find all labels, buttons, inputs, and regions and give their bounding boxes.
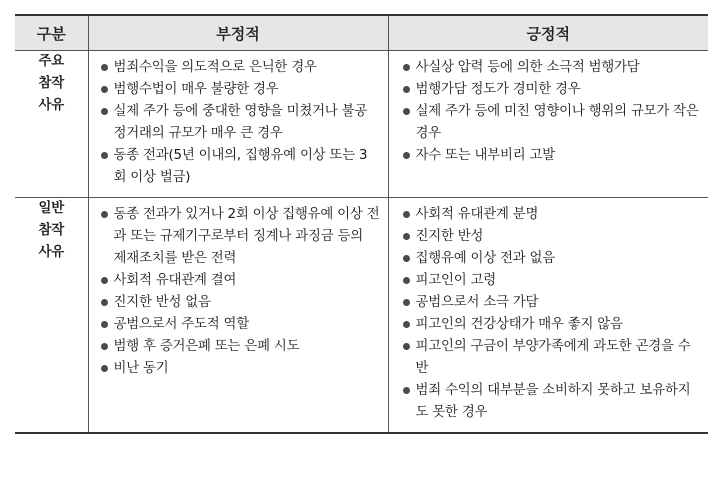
list-item: 공범으로서 소극 가담 [403,292,701,314]
list-item: 동종 전과(5년 이내의, 집행유예 이상 또는 3회 이상 벌금) [101,145,380,189]
row-label-line: 일반 [38,201,64,216]
general-negative-cell [88,198,388,434]
list-item: 피고인의 건강상태가 매우 좋지 않음 [403,314,701,336]
general-positive-cell [388,198,708,434]
list-item: 범행수법이 매우 불량한 경우 [101,79,380,101]
list-item: 범죄 수익의 대부분을 소비하지 못하고 보유하지도 못한 경우 [403,380,701,424]
table-row-general-factors [15,198,708,434]
row-label-major [15,51,88,198]
major-positive-cell [388,51,708,198]
row-label-line: 참작 [38,76,64,91]
list-item: 사회적 유대관계 분명 [403,204,701,226]
header-category: 구분 [15,15,88,51]
list-item: 피고인의 구금이 부양가족에게 과도한 곤경을 수반 [403,336,701,380]
list-item: 자수 또는 내부비리 고발 [403,145,701,167]
list-item: 진지한 반성 없음 [101,292,380,314]
row-label-line: 사유 [38,98,64,113]
major-negative-cell [88,51,388,198]
list-item: 비난 동기 [101,358,380,380]
list-item: 진지한 반성 [403,226,701,248]
table-row-major-factors [15,51,708,198]
list-item: 실제 주가 등에 미친 영향이나 행위의 규모가 작은 경우 [403,101,701,145]
list-item: 범행 후 증거은폐 또는 은폐 시도 [101,336,380,358]
sentencing-factors-table [15,14,708,434]
table-header-row [15,15,708,51]
list-item: 피고인이 고령 [403,270,701,292]
row-label-line: 주요 [38,54,64,69]
header-positive: 긍정적 [388,15,708,51]
list-item: 동종 전과가 있거나 2회 이상 집행유예 이상 전과 또는 규제기구로부터 징계나 과징금 등의 제재조치를 받은 전력 [101,204,380,270]
list-item: 공범으로서 주도적 역할 [101,314,380,336]
list-item: 집행유예 이상 전과 없음 [403,248,701,270]
list-item: 실제 주가 등에 중대한 영향을 미쳤거나 불공정거래의 규모가 매우 큰 경우 [101,101,380,145]
row-label-line: 사유 [38,245,64,260]
list-item: 범죄수익을 의도적으로 은닉한 경우 [101,57,380,79]
header-negative: 부정적 [88,15,388,51]
row-label-line: 참작 [38,223,64,238]
row-label-general [15,198,88,434]
list-item: 사회적 유대관계 결여 [101,270,380,292]
list-item: 범행가담 정도가 경미한 경우 [403,79,701,101]
list-item: 사실상 압력 등에 의한 소극적 범행가담 [403,57,701,79]
